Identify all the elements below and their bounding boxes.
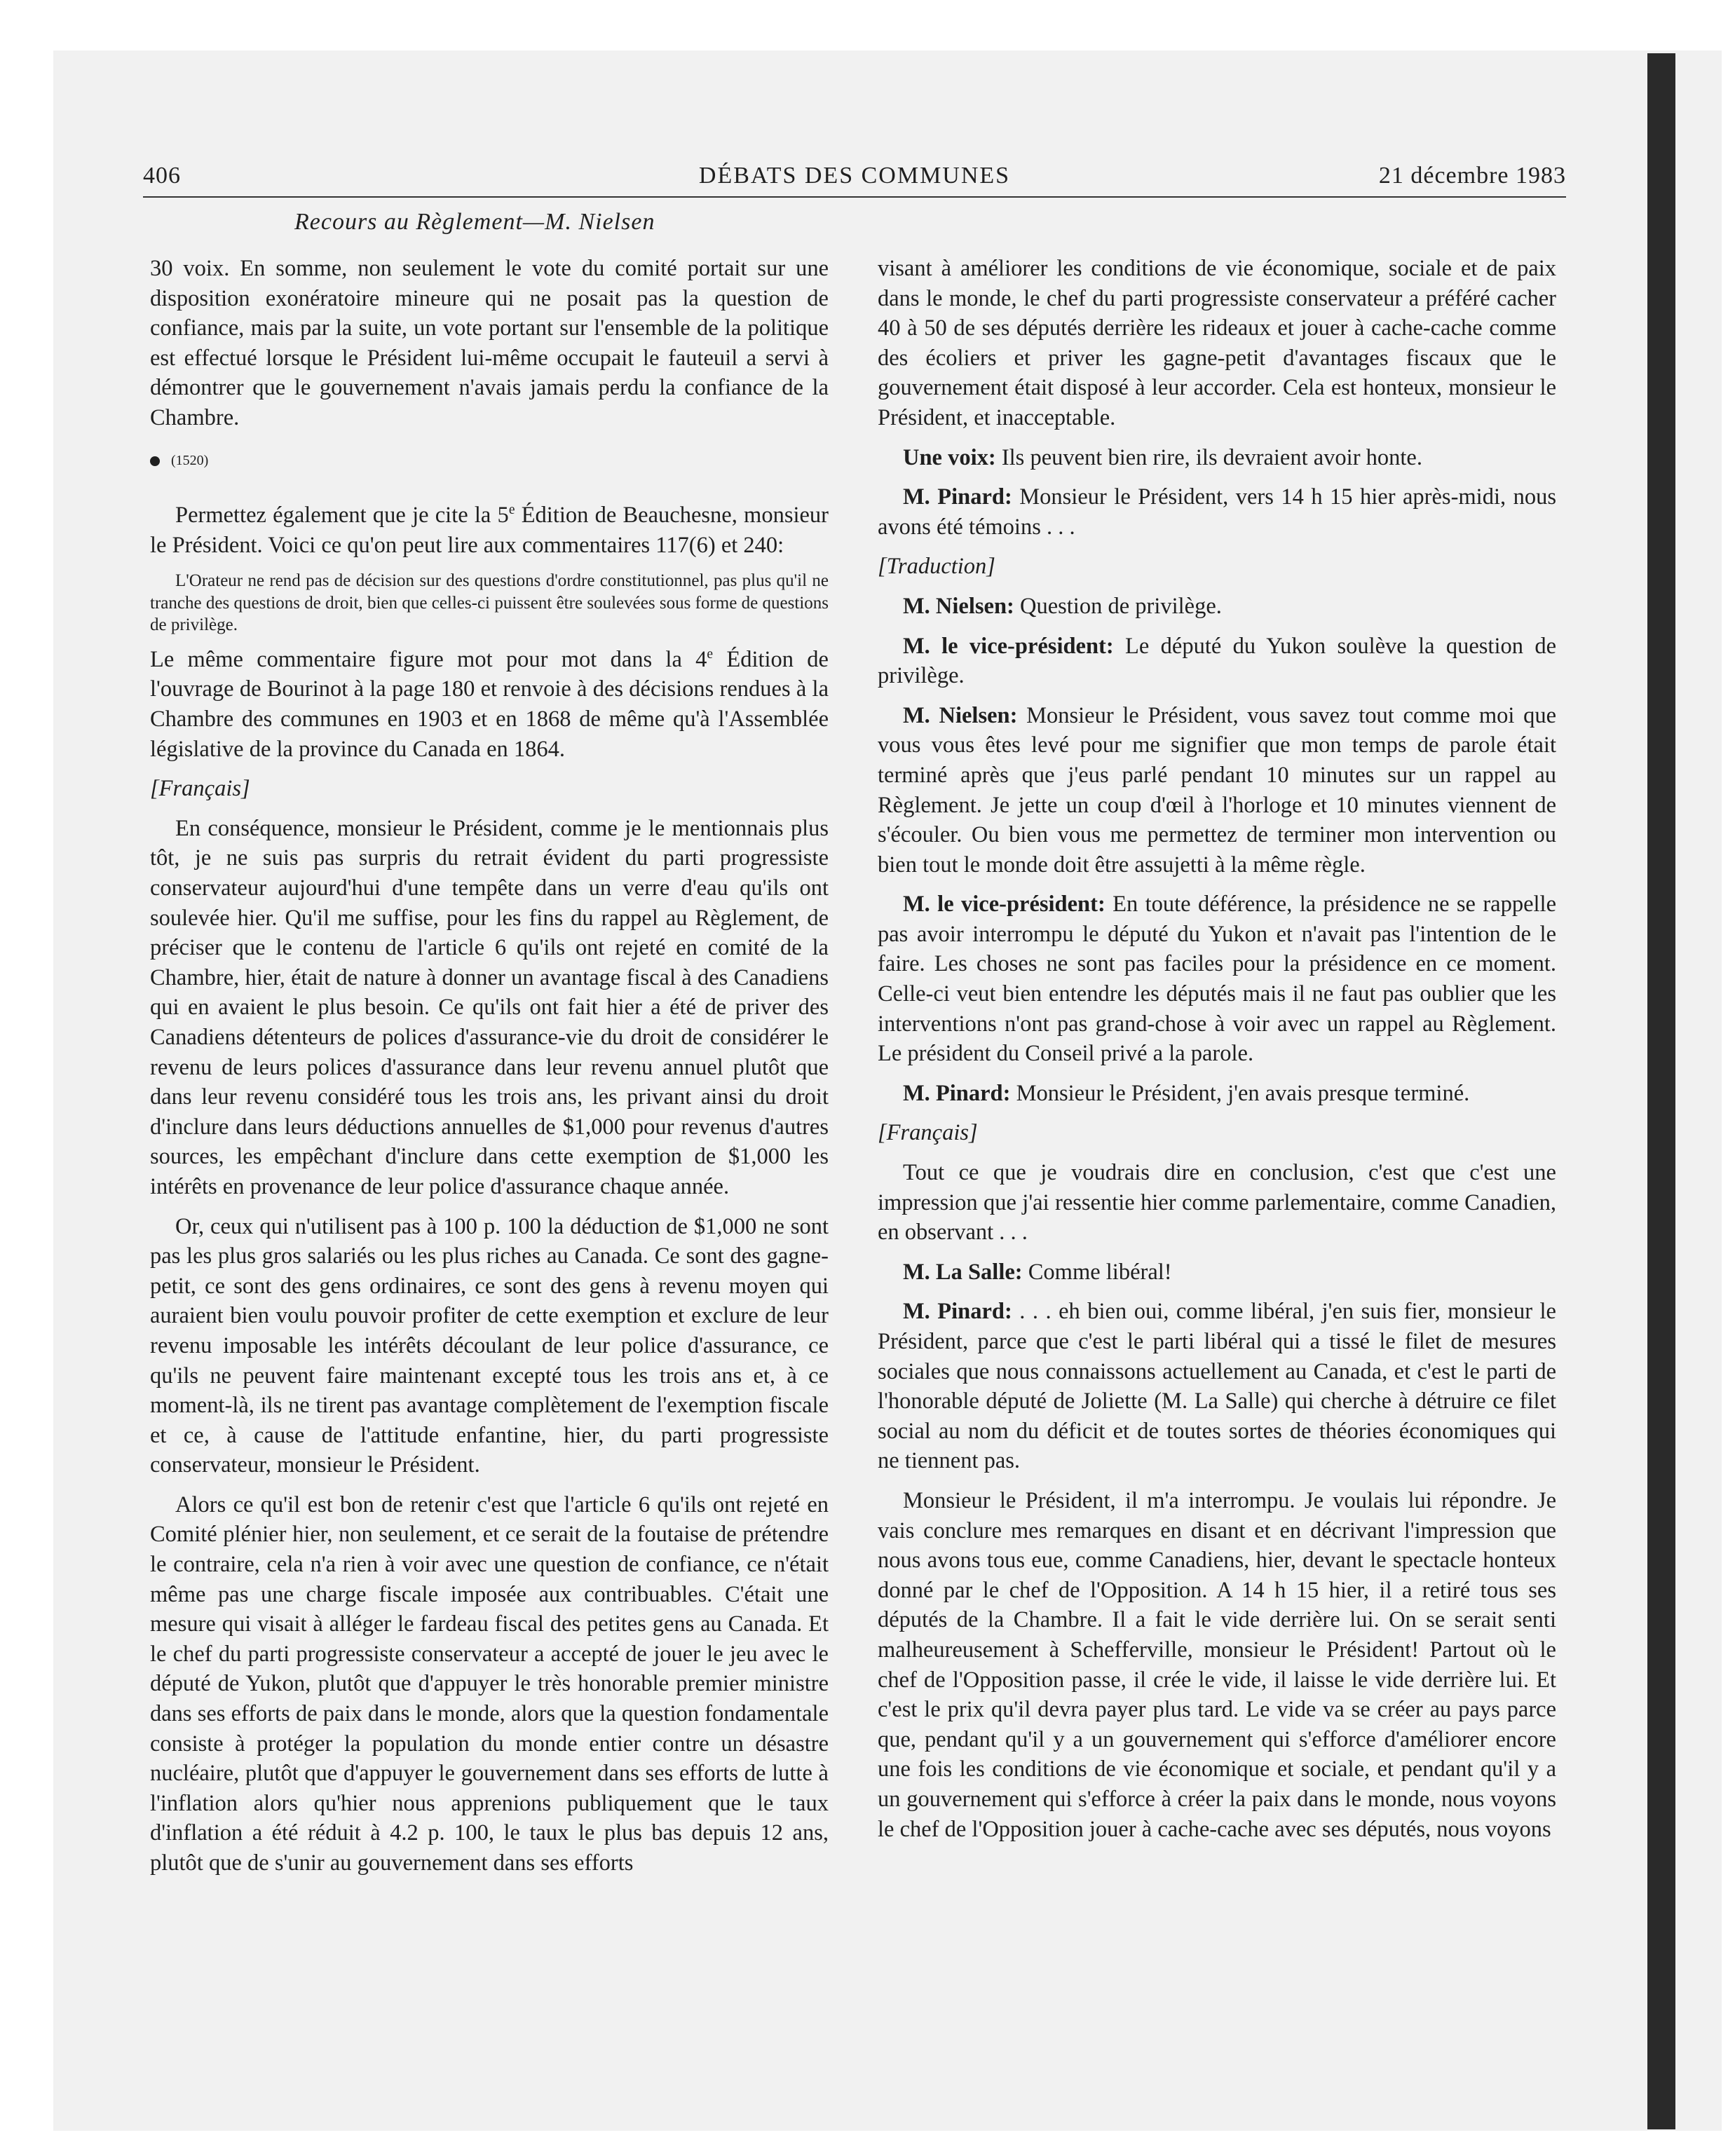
binding-edge xyxy=(1647,53,1675,2129)
speech-text: En toute déférence, la présidence ne se rappelle pas avoir interrompu le député du Yukon et n'avait pas l'intention de le faire. Les choses ne sont pas faciles pour la présidence en ce moment. Celle-ci veut bien entendre les députés mais il ne faut pas oublier que les interventions n'ont pas grand-chose à voir avec un rappel au Règlement. Le président du Conseil privé a la parole. xyxy=(878,892,1556,1067)
speech-text: Le député du Yukon soulève la question de privilège. xyxy=(878,633,1556,689)
language-tag: [Traduction] xyxy=(878,554,995,580)
speech xyxy=(878,482,1556,542)
speaker-name: M. Nielsen: xyxy=(903,702,1018,728)
speaker-name: M. le vice-président: xyxy=(903,633,1114,659)
speech xyxy=(878,1297,1556,1476)
language-tag: [Français] xyxy=(878,1120,978,1146)
publication-title: DÉBATS DES COMMUNES xyxy=(698,163,1011,189)
speech xyxy=(878,889,1556,1069)
speaker-name: M. La Salle: xyxy=(903,1259,1023,1285)
speaker-name: Une voix: xyxy=(903,444,996,470)
header-rule xyxy=(143,196,1566,198)
paragraph: visant à améliorer les conditions de vie économique, sociale et de paix dans le monde, le chef du parti progressiste conservateur a préféré cacher 40 à 50 de ses députés derrière les rideaux et jouer à cache-cache comme des écoliers et priver les gagne-petit d'avantages fiscaux que le gouvernement était disposé à leur accorder. Cela est honteux, monsieur le Président, et inacceptable. xyxy=(878,256,1556,430)
speech-text: . . . eh bien oui, comme libéral, j'en suis fier, monsieur le Président, parce que c'est le parti libéral qui a tissé le filet de mesures sociales que nous connaissons actuellement au Canada, et c'est le parti de l'honorable député de Joliette (M. La Salle) qui cherche à détruire ce filet social au nom du déficit et de toutes sortes de théories économiques qui ne tiennent pas. xyxy=(878,1299,1556,1474)
speech xyxy=(878,1257,1556,1288)
quote-text: L'Orateur ne rend pas de décision sur des questions d'ordre constitutionnel, pas plus qu'il ne tranche des questions de droit, bien que celles-ci puissent être soulevées sous forme de questions de privilège. xyxy=(150,571,829,635)
running-subheading: Recours au Règlement—M. Nielsen xyxy=(294,209,655,235)
speaker-name: M. Pinard: xyxy=(903,484,1012,510)
superscript: e xyxy=(707,647,714,662)
page-date: 21 décembre 1983 xyxy=(1378,163,1566,189)
speech xyxy=(878,592,1556,622)
paragraph: 30 voix. En somme, non seulement le vote du comité portait sur une disposition exonératoire mineure qui ne posait pas la question de confiance, mais par la suite, un vote portant sur l'ensemble de la politique est effectué lorsque le Président lui-même occupait le fauteuil a servi à démontrer que le gouvernement n'avais jamais perdu la confiance de la Chambre. xyxy=(150,256,829,430)
block-quote xyxy=(150,570,829,636)
speaker-name: M. Nielsen: xyxy=(903,593,1014,619)
paragraph-text: Édition de l'ouvrage de Bourinot à la page 180 et renvoie à des décisions rendues à la Chambre des communes en 1903 et en 1868 de même qu'à l'Assemblée législative de la province du Canada en 1864. xyxy=(150,646,829,762)
paragraph: En conséquence, monsieur le Président, comme je le mentionnais plus tôt, je ne suis pas surpris du retrait évident du parti progressiste conservateur aujourd'hui d'une tempête dans un verre d'eau qu'ils ont soulevée hier. Qu'il me suffise, pour les fins du rappel au Règlement, de préciser que le contenu de l'article 6 qu'ils ont rejeté en comité de la Chambre, hier, était de nature à donner un avantage fiscal à des Canadiens qui en avaient le plus besoin. Ce qu'ils ont fait hier a été de priver des Canadiens détenteurs de polices d'assurance-vie du droit de considérer le revenu de leurs polices d'assurance dans leur revenu annuel plutôt que dans leur revenu considéré tous les trois ans, les privant ainsi du droit d'inclure dans leurs déductions annuelles de $1,000 pour revenus d'autres sources, les empêchant d'inclure dans cette exemption de $1,000 les intérêts en provenance de leur police d'assurance chaque année. xyxy=(150,815,829,1199)
speaker-name: M. Pinard: xyxy=(903,1299,1012,1325)
left-column xyxy=(150,254,829,1888)
paragraph-text: Édition de Beauchesne, monsieur le Président. Voici ce qu'on peut lire aux commentaires 117(6) et 240: xyxy=(150,503,829,558)
speech xyxy=(878,443,1556,473)
speech-text: Comme libéral! xyxy=(1022,1259,1172,1285)
paragraph: Alors ce qu'il est bon de retenir c'est que l'article 6 qu'ils ont rejeté en Comité plénier hier, non seulement, et ce serait de la foutaise de prétendre le contraire, cela n'a rien à voir avec une question de confiance, ce n'était même pas une charge fiscale imposée aux contribuables. C'était une mesure qui visait à alléger le fardeau fiscal des petites gens au Canada. Et le chef du parti progressiste conservateur a accepté de jouer le jeu avec le député de Yukon, plutôt que d'appuyer le très honorable premier ministre dans ses efforts de paix dans le monde, alors que la question fondamentale consiste à protéger la population du monde entier contre un désastre nucléaire, plutôt que d'appuyer le gouvernement dans ses efforts de lutte à l'inflation alors qu'hier nous apprenions publiquement que le taux d'inflation a été réduit à 4.2 p. 100, le taux le plus bas depuis 12 ans, plutôt que de s'unir au gouvernement dans ses efforts xyxy=(150,1492,829,1876)
paragraph-text: Permettez également que je cite la 5 xyxy=(175,503,509,528)
bullet-icon xyxy=(150,456,160,466)
speech-text: Ils peuvent bien rire, ils devraient avoir honte. xyxy=(995,444,1422,470)
speaker-name: M. Pinard: xyxy=(903,1080,1011,1106)
time-marker xyxy=(150,446,829,476)
superscript: e xyxy=(508,503,515,518)
language-tag: [Français] xyxy=(150,776,250,802)
paragraph: Tout ce que je voudrais dire en conclusion, c'est que c'est une impression que j'ai ressentie hier comme parlementaire, comme Canadien, en observant . . . xyxy=(878,1160,1556,1246)
paragraph: Monsieur le Président, il m'a interrompu. Je voulais lui répondre. Je vais conclure mes remarques en disant et en décrivant l'impression que nous avons tous eue, comme Canadiens, hier, devant le spectacle honteux donné par le chef de l'Opposition. A 14 h 15 hier, il a retiré tous ses députés de la Chambre. Il a fait le vide derrière lui. On se serait senti malheureusement à Schefferville, monsieur le Président! Partout où le chef de l'Opposition passe, il crée le vide, il laisse le vide derrière lui. Et c'est le prix qu'il devra payer plus tard. Le vide va se créer au pays parce que, pendant qu'il y a un gouvernement qui s'efforce d'améliorer encore une fois les conditions de vie économique et sociale, et pendant qu'il y a un gouvernement qui s'efforce à créer la paix dans le monde, nous voyons le chef de l'Opposition jouer à cache-cache avec ses députés, nous voyons xyxy=(878,1487,1556,1842)
paragraph xyxy=(150,645,829,764)
speech xyxy=(878,632,1556,691)
speech-text: Question de privilège. xyxy=(1014,593,1222,619)
paragraph-text: Le même commentaire figure mot pour mot dans la 4 xyxy=(150,646,707,672)
page-header xyxy=(143,163,1566,196)
speaker-name: M. le vice-président: xyxy=(903,892,1105,917)
time-marker-label: (1520) xyxy=(171,452,209,468)
speech xyxy=(878,701,1556,880)
speech-text: Monsieur le Président, vous savez tout comme moi que vous vous êtes levé pour me signifier que mon temps de parole était terminé après que j'eus parlé pendant 10 minutes sur un rappel au Règlement. Je jette un coup d'œil à l'horloge et 10 minutes viennent de s'écouler. Ou bien vous me permettez de terminer mon intervention ou bien tout le monde doit être assujetti à la même règle. xyxy=(878,702,1556,878)
page-number: 406 xyxy=(143,163,181,189)
paragraph xyxy=(150,500,829,560)
speech-text: Monsieur le Président, vers 14 h 15 hier après-midi, nous avons été témoins . . . xyxy=(878,484,1556,540)
paragraph: Or, ceux qui n'utilisent pas à 100 p. 100 la déduction de $1,000 ne sont pas les plus gros salariés ou les plus riches au Canada. Ce sont des gagne-petit, ce sont des gens ordinaires, ce sont des gens à revenu moyen qui auraient bien voulu pouvoir profiter de cette exemption et exclure de leur revenu imposable les intérêts découlant de leur police d'assurance, ce qu'ils ne peuvent faire maintenant excepté tous les trois ans et, à ce moment-là, ils ne tirent pas avantage complètement de l'exemption fiscale et ce, à cause de l'attitude enfantine, hier, du parti progressiste conservateur, monsieur le Président. xyxy=(150,1213,829,1478)
speech-text: Monsieur le Président, j'en avais presque terminé. xyxy=(1010,1080,1470,1106)
right-column xyxy=(878,254,1556,1854)
speech xyxy=(878,1079,1556,1109)
